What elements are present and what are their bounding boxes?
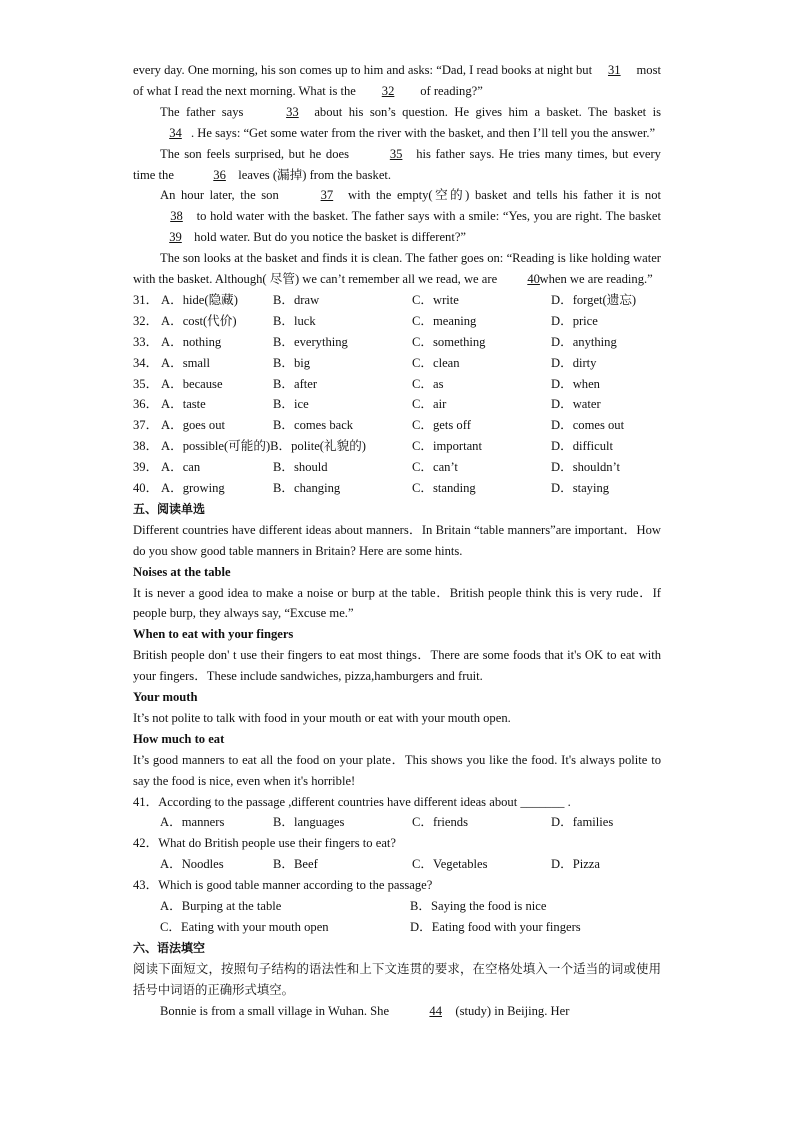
option-c: C．write [412, 292, 459, 307]
question-43-options-row1 [133, 896, 661, 917]
option-d: D．forget(遗忘) [551, 292, 637, 307]
section-title-grammar: 六、语法填空 [133, 940, 206, 955]
option-d: D．water [551, 397, 601, 412]
option-row [133, 478, 661, 499]
option-a: A．can [161, 460, 201, 475]
blank-40: 40 [527, 272, 540, 287]
question-42: 42．What do British people use their fingers to eat? [133, 836, 396, 851]
section-title-reading: 五、阅读单选 [133, 501, 206, 516]
reading-heading-amount: How much to eat [133, 731, 225, 746]
option-b: B．Beef [273, 857, 318, 872]
reading-heading-mouth: Your mouth [133, 690, 198, 705]
option-row [133, 290, 661, 311]
grammar-instruction: 阅读下面短文，按照句子结构的语法性和上下文连贯的要求，在空格处填入一个适当的词或使用括号中词语的正确形式填空。 [133, 960, 661, 997]
option-b: B．luck [273, 313, 316, 328]
option-c: C．can’t [412, 460, 458, 475]
option-c: C．gets off [412, 418, 471, 433]
question-number: 35． [133, 376, 159, 391]
option-a: A．Noodles [160, 857, 224, 872]
text-span: (study) in Beijing. Her [455, 1003, 570, 1018]
text-span: Bonnie is from a small village in Wuhan. She [160, 1003, 390, 1018]
text-span: when we are reading.” [539, 272, 653, 287]
option-a: A．taste [161, 397, 206, 412]
option-d: D．when [551, 376, 600, 391]
cloze-paragraph-2 [133, 102, 661, 144]
option-c: C．Vegetables [412, 857, 488, 872]
text-span: The father says [160, 104, 244, 119]
option-c: C．something [412, 334, 486, 349]
blank-44: 44 [429, 1003, 443, 1018]
text-span: his father says. He tries many times, but every time the [133, 146, 661, 182]
text-span: The son looks at the basket and finds it is clean. The father goes on: “Reading is like holding water with the basket. Although( 尽管) we can’t remember all we read, we are [133, 251, 661, 287]
question-number: 36． [133, 397, 159, 412]
option-c: C．Eating with your mouth open [160, 919, 329, 934]
option-c: C．important [412, 439, 482, 454]
option-d: D．anything [551, 334, 617, 349]
option-row [133, 457, 661, 478]
option-c: C．friends [412, 815, 468, 830]
question-41: 41．According to the passage ,different countries have different ideas about _______ . [133, 794, 571, 809]
question-number: 37． [133, 418, 159, 433]
option-a: A．growing [161, 480, 225, 495]
question-number: 31． [133, 292, 159, 307]
question-number: 39． [133, 460, 159, 475]
cloze-paragraph-5 [133, 248, 661, 290]
text-span: to hold water with the basket. The father says with a smile: “Yes, you are right. The basket [196, 209, 661, 224]
blank-31: 31 [608, 63, 621, 77]
question-42-options [133, 854, 661, 875]
option-c: C．as [412, 376, 444, 391]
reading-text-mouth: It’s not polite to talk with food in your mouth or eat with your mouth open. [133, 710, 511, 725]
option-b: B．everything [273, 334, 348, 349]
option-a: A．Burping at the table [160, 899, 282, 914]
blank-36: 36 [213, 167, 226, 182]
blank-32: 32 [381, 83, 395, 98]
text-span: hold water. But do you notice the basket is different?” [194, 230, 467, 245]
cloze-options [133, 290, 661, 499]
page-content [133, 60, 661, 1021]
option-b: B．should [273, 460, 328, 475]
option-row [133, 415, 661, 436]
option-b: B．languages [273, 815, 345, 830]
text-span: most of what I read the next morning. What is the [133, 63, 661, 98]
option-c: C．clean [412, 355, 460, 370]
blank-37: 37 [320, 188, 334, 203]
reading-heading-noises: Noises at the table [133, 564, 231, 579]
option-c: C．air [412, 397, 447, 412]
option-a: A．hide(隐藏) [161, 292, 238, 307]
option-b: B．after [273, 376, 318, 391]
option-row [133, 332, 661, 353]
question-number: 34． [133, 355, 159, 370]
question-43-options-row2 [133, 917, 661, 938]
option-b: B．big [273, 355, 311, 370]
blank-33: 33 [286, 104, 299, 119]
option-b: B．ice [273, 397, 309, 412]
text-span: about his son’s question. He gives him a basket. The basket is [314, 104, 661, 119]
cloze-paragraph-3 [133, 144, 661, 186]
text-span: every day. One morning, his son comes up to him and asks: “Dad, I read books at night but [133, 63, 593, 77]
question-number: 38． [133, 439, 159, 454]
option-d: D．comes out [551, 418, 625, 433]
blank-38: 38 [170, 209, 183, 224]
option-a: A．nothing [161, 334, 222, 349]
reading-text-noises: It is never a good idea to make a noise or burp at the table．British people think this is very rude．If people burp, they always say, “Excuse me.” [133, 585, 661, 621]
blank-34: 34 [169, 125, 182, 140]
question-number: 33． [133, 334, 159, 349]
question-number: 32． [133, 313, 159, 328]
option-d: D．staying [551, 480, 610, 495]
option-a: A．because [161, 376, 223, 391]
reading-heading-fingers: When to eat with your fingers [133, 627, 294, 642]
option-a: A．possible(可能的)B．polite(礼貌的) [161, 439, 366, 454]
option-a: A．small [161, 355, 210, 370]
reading-intro: Different countries have different ideas about manners．In Britain “table manners”are important．How do you show good table manners in Britain? Here are some hints. [133, 522, 661, 558]
option-d: D．Pizza [551, 857, 600, 872]
option-d: D．shouldn’t [551, 460, 621, 475]
option-d: D．difficult [551, 439, 614, 454]
question-41-options [133, 812, 661, 833]
option-d: D．Eating food with your fingers [410, 919, 581, 934]
option-b: B．Saying the food is nice [410, 899, 547, 914]
text-span: with the empty(空的) basket and tells his father it is not [347, 188, 662, 203]
cloze-paragraph-4 [133, 185, 661, 248]
text-span: The son feels surprised, but he does [160, 146, 349, 161]
grammar-paragraph [133, 1001, 661, 1022]
option-d: D．families [551, 815, 614, 830]
text-span: An hour later, the son [160, 188, 279, 203]
cloze-paragraph-1 [133, 60, 661, 102]
reading-text-fingers: British people don' t use their fingers to eat most things．There are some foods that it's OK to eat with your fingers．These include sandwiches, pizza,hamburgers and fruit. [133, 648, 661, 684]
option-row [133, 353, 661, 374]
option-b: B．comes back [273, 418, 354, 433]
question-number: 40． [133, 480, 159, 495]
option-row [133, 394, 661, 415]
option-d: D．dirty [551, 355, 597, 370]
option-row [133, 311, 661, 332]
option-b: B．draw [273, 292, 320, 307]
text-span: leaves (漏掉) from the basket. [238, 167, 392, 182]
text-span: . He says: “Get some water from the river with the basket, and then I’ll tell you the answer.” [191, 125, 656, 140]
option-b: B．changing [273, 480, 341, 495]
option-a: A．goes out [161, 418, 226, 433]
blank-35: 35 [389, 146, 403, 161]
reading-text-amount: It’s good manners to eat all the food on your plate．This shows you like the food. It's always polite to say the food is nice, even when it's horrible! [133, 752, 661, 788]
option-row [133, 374, 661, 395]
option-a: A．manners [160, 815, 225, 830]
option-row [133, 436, 661, 457]
question-43: 43．Which is good table manner according to the passage? [133, 878, 433, 893]
option-c: C．standing [412, 480, 476, 495]
text-span: of reading?” [420, 83, 483, 98]
option-d: D．price [551, 313, 598, 328]
option-c: C．meaning [412, 313, 477, 328]
option-a: A．cost(代价) [161, 313, 237, 328]
blank-39: 39 [169, 230, 182, 245]
